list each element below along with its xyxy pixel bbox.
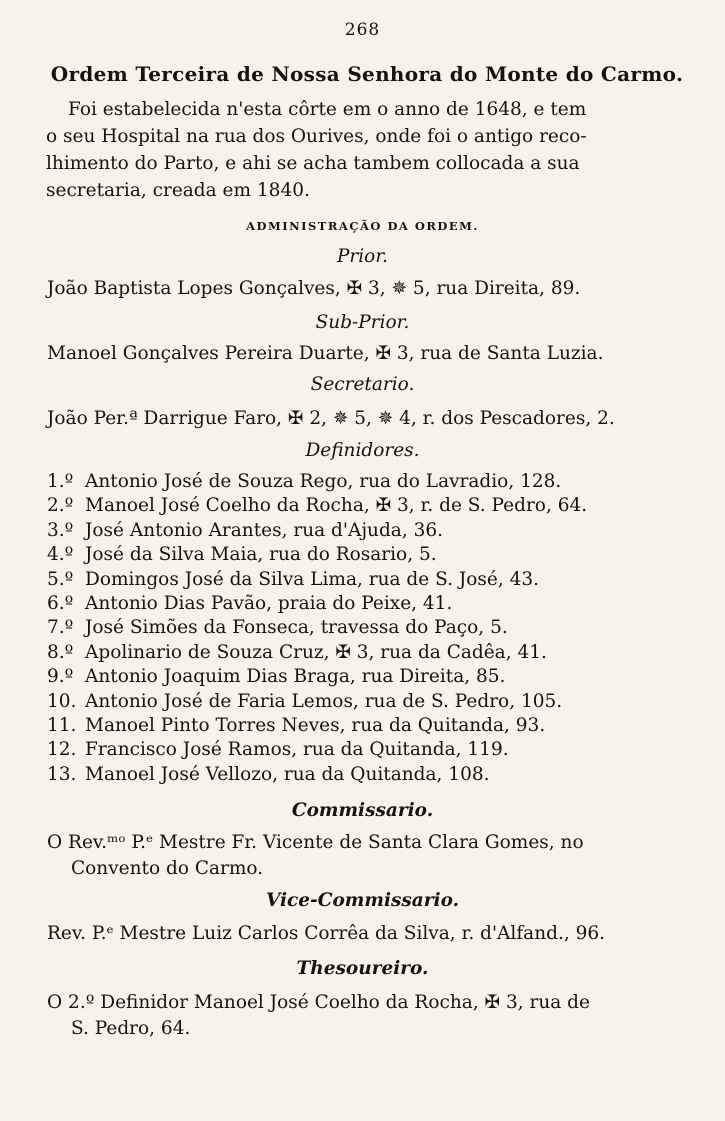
list-number: 7.º bbox=[47, 617, 74, 639]
list-text: Apolinario de Souza Cruz, ✠ 3, rua da Cadêa, 41. bbox=[85, 641, 547, 663]
prior-heading: Prior. bbox=[336, 246, 389, 267]
intro-line: Foi estabelecida n'esta côrte em o anno de 1648, e tem bbox=[68, 99, 587, 120]
intro-line: o seu Hospital na rua dos Ourives, onde foi o antigo reco- bbox=[46, 126, 587, 147]
list-text: Antonio Dias Pavão, praia do Peixe, 41. bbox=[85, 593, 453, 615]
list-number: 4.º bbox=[47, 544, 74, 566]
entry-line: Convento do Carmo. bbox=[71, 858, 264, 879]
page-title: Ordem Terceira de Nossa Senhora do Monte do Carmo. bbox=[50, 62, 684, 86]
list-item bbox=[47, 543, 647, 567]
list-number: 5.º bbox=[47, 568, 74, 590]
entry-line: O Rev.ᵐᵒ P.ᵉ Mestre Fr. Vicente de Santa Clara Gomes, no bbox=[47, 832, 584, 853]
list-number: 11. bbox=[47, 715, 77, 737]
administration-heading: ADMINISTRAÇÃO DA ORDEM. bbox=[246, 219, 479, 233]
list-item bbox=[47, 690, 647, 714]
list-number: 2.º bbox=[47, 495, 74, 517]
list-item bbox=[47, 763, 647, 787]
list-item bbox=[47, 616, 647, 640]
commissario-entry bbox=[47, 830, 647, 882]
list-number: 9.º bbox=[47, 666, 74, 688]
intro-line: secretaria, creada em 1840. bbox=[46, 180, 310, 201]
sub-prior-entry: Manoel Gonçalves Pereira Duarte, ✠ 3, rua de Santa Luzia. bbox=[47, 343, 604, 364]
definidores-heading: Definidores. bbox=[305, 440, 420, 461]
list-number: 13. bbox=[47, 763, 77, 785]
thesoureiro-heading: Thesoureiro. bbox=[296, 958, 429, 979]
list-text: José da Silva Maia, rua do Rosario, 5. bbox=[85, 544, 437, 566]
list-item bbox=[47, 714, 647, 738]
list-item bbox=[47, 592, 647, 616]
list-item bbox=[47, 470, 647, 494]
prior-entry: João Baptista Lopes Gonçalves, ✠ 3, ✵ 5, rua Direita, 89. bbox=[47, 278, 581, 299]
list-number: 10. bbox=[47, 690, 77, 712]
thesoureiro-entry bbox=[47, 990, 647, 1042]
list-text: Antonio José de Souza Rego, rua do Lavradio, 128. bbox=[85, 471, 562, 492]
list-item bbox=[47, 738, 647, 762]
list-item bbox=[47, 519, 647, 543]
secretario-entry: João Per.ª Darrigue Faro, ✠ 2, ✵ 5, ✵ 4, r. dos Pescadores, 2. bbox=[47, 408, 615, 429]
intro-paragraph bbox=[46, 96, 640, 204]
list-text: José Antonio Arantes, rua d'Ajuda, 36. bbox=[85, 519, 444, 541]
list-number: 1.º bbox=[47, 471, 74, 492]
list-text: Antonio Joaquim Dias Braga, rua Direita, 85. bbox=[85, 666, 506, 688]
list-item bbox=[47, 568, 647, 592]
list-text: José Simões da Fonseca, travessa do Paço, 5. bbox=[85, 617, 508, 639]
list-item bbox=[47, 665, 647, 689]
list-item bbox=[47, 641, 647, 665]
list-text: Manoel José Coelho da Rocha, ✠ 3, r. de S. Pedro, 64. bbox=[85, 495, 588, 517]
commissario-heading: Commissario. bbox=[291, 800, 434, 821]
vice-commissario-heading: Vice-Commissario. bbox=[265, 890, 460, 911]
page-number: 268 bbox=[344, 20, 381, 40]
sub-prior-heading: Sub-Prior. bbox=[315, 312, 410, 333]
secretario-heading: Secretario. bbox=[310, 374, 415, 395]
entry-line: S. Pedro, 64. bbox=[71, 1018, 191, 1039]
list-number: 8.º bbox=[47, 641, 74, 663]
intro-line: lhimento do Parto, e ahi se acha tambem collocada a sua bbox=[46, 153, 580, 174]
definidores-list bbox=[47, 470, 647, 787]
list-text: Francisco José Ramos, rua da Quitanda, 119. bbox=[85, 739, 509, 761]
list-text: Antonio José de Faria Lemos, rua de S. Pedro, 105. bbox=[85, 690, 563, 712]
list-number: 3.º bbox=[47, 519, 74, 541]
vice-commissario-entry: Rev. P.ᵉ Mestre Luiz Carlos Corrêa da Silva, r. d'Alfand., 96. bbox=[47, 923, 606, 944]
list-number: 12. bbox=[47, 739, 77, 761]
entry-line: O 2.º Definidor Manoel José Coelho da Rocha, ✠ 3, rua de bbox=[47, 992, 590, 1013]
list-text: Manoel José Vellozo, rua da Quitanda, 108. bbox=[85, 763, 490, 785]
list-item bbox=[47, 494, 647, 518]
list-number: 6.º bbox=[47, 593, 74, 615]
list-text: Manoel Pinto Torres Neves, rua da Quitanda, 93. bbox=[85, 715, 546, 737]
list-text: Domingos José da Silva Lima, rua de S. José, 43. bbox=[85, 568, 540, 590]
